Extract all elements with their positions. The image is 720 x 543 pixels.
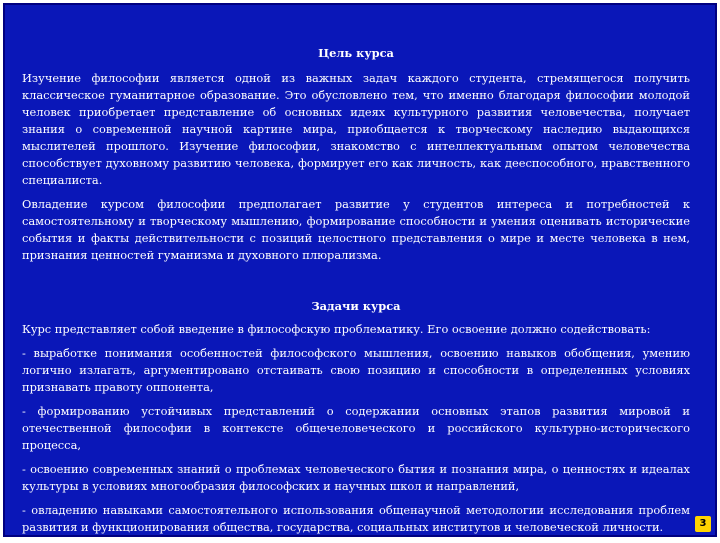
slide <box>3 3 717 537</box>
course-tasks-heading: Задачи курса <box>311 299 401 313</box>
course-task-item-3: - освоению современных знаний о проблемах человеческого бытия и познания мира, о ценностях и идеалах культуры в условиях многообразия философских и научных школ и направлений, <box>22 462 690 493</box>
course-task-item-4: - овладению навыками самостоятельного использования общенаучной методологии исследования проблем развития и функционирования общества, государства, социальных институтов и человеческой личности. <box>22 503 690 534</box>
page-number-badge: 3 <box>695 516 711 532</box>
course-tasks-intro: Курс представляет собой введение в философскую проблематику. Его освоение должно содействовать: <box>22 322 651 336</box>
course-task-item-2: - формированию устойчивых представлений о содержании основных этапов развития мировой и отечественной философии в контексте общечеловеческого и российского культурно-исторического процесса, <box>22 404 690 452</box>
course-goal-heading: Цель курса <box>318 46 394 60</box>
course-goal-paragraph-2: Овладение курсом философии предполагает развитие у студентов интереса и потребностей к самостоятельному и творческому мышлению, формирование способности и умения оценивать исторические события и факты действительности с позиций целостного представления о мире и месте человека в нем, признания ценностей гуманизма и духовного плюрализма. <box>22 197 690 262</box>
course-goal-paragraph-1: Изучение философии является одной из важных задач каждого студента, стремящегося получить классическое гуманитарное образование. Это обусловлено тем, что именно благодаря философии молодой человек приобретает представление об основных идеях культурного развития человечества, получает знания о современной научной картине мира, приобщается к творческому наследию выдающихся мыслителей прошлого. Изучение философии, знакомство с интеллектуальным опытом человечества способствует духовному развитию человека, формирует его как личность, как дееспособного, нравственного специалиста. <box>22 71 690 187</box>
course-task-item-1: - выработке понимания особенностей философского мышления, освоению навыков обобщения, умению логично излагать, аргументировано отстаивать свою позицию и способности в определенных условиях признавать правоту оппонента, <box>22 346 690 394</box>
slide-content <box>22 45 690 543</box>
